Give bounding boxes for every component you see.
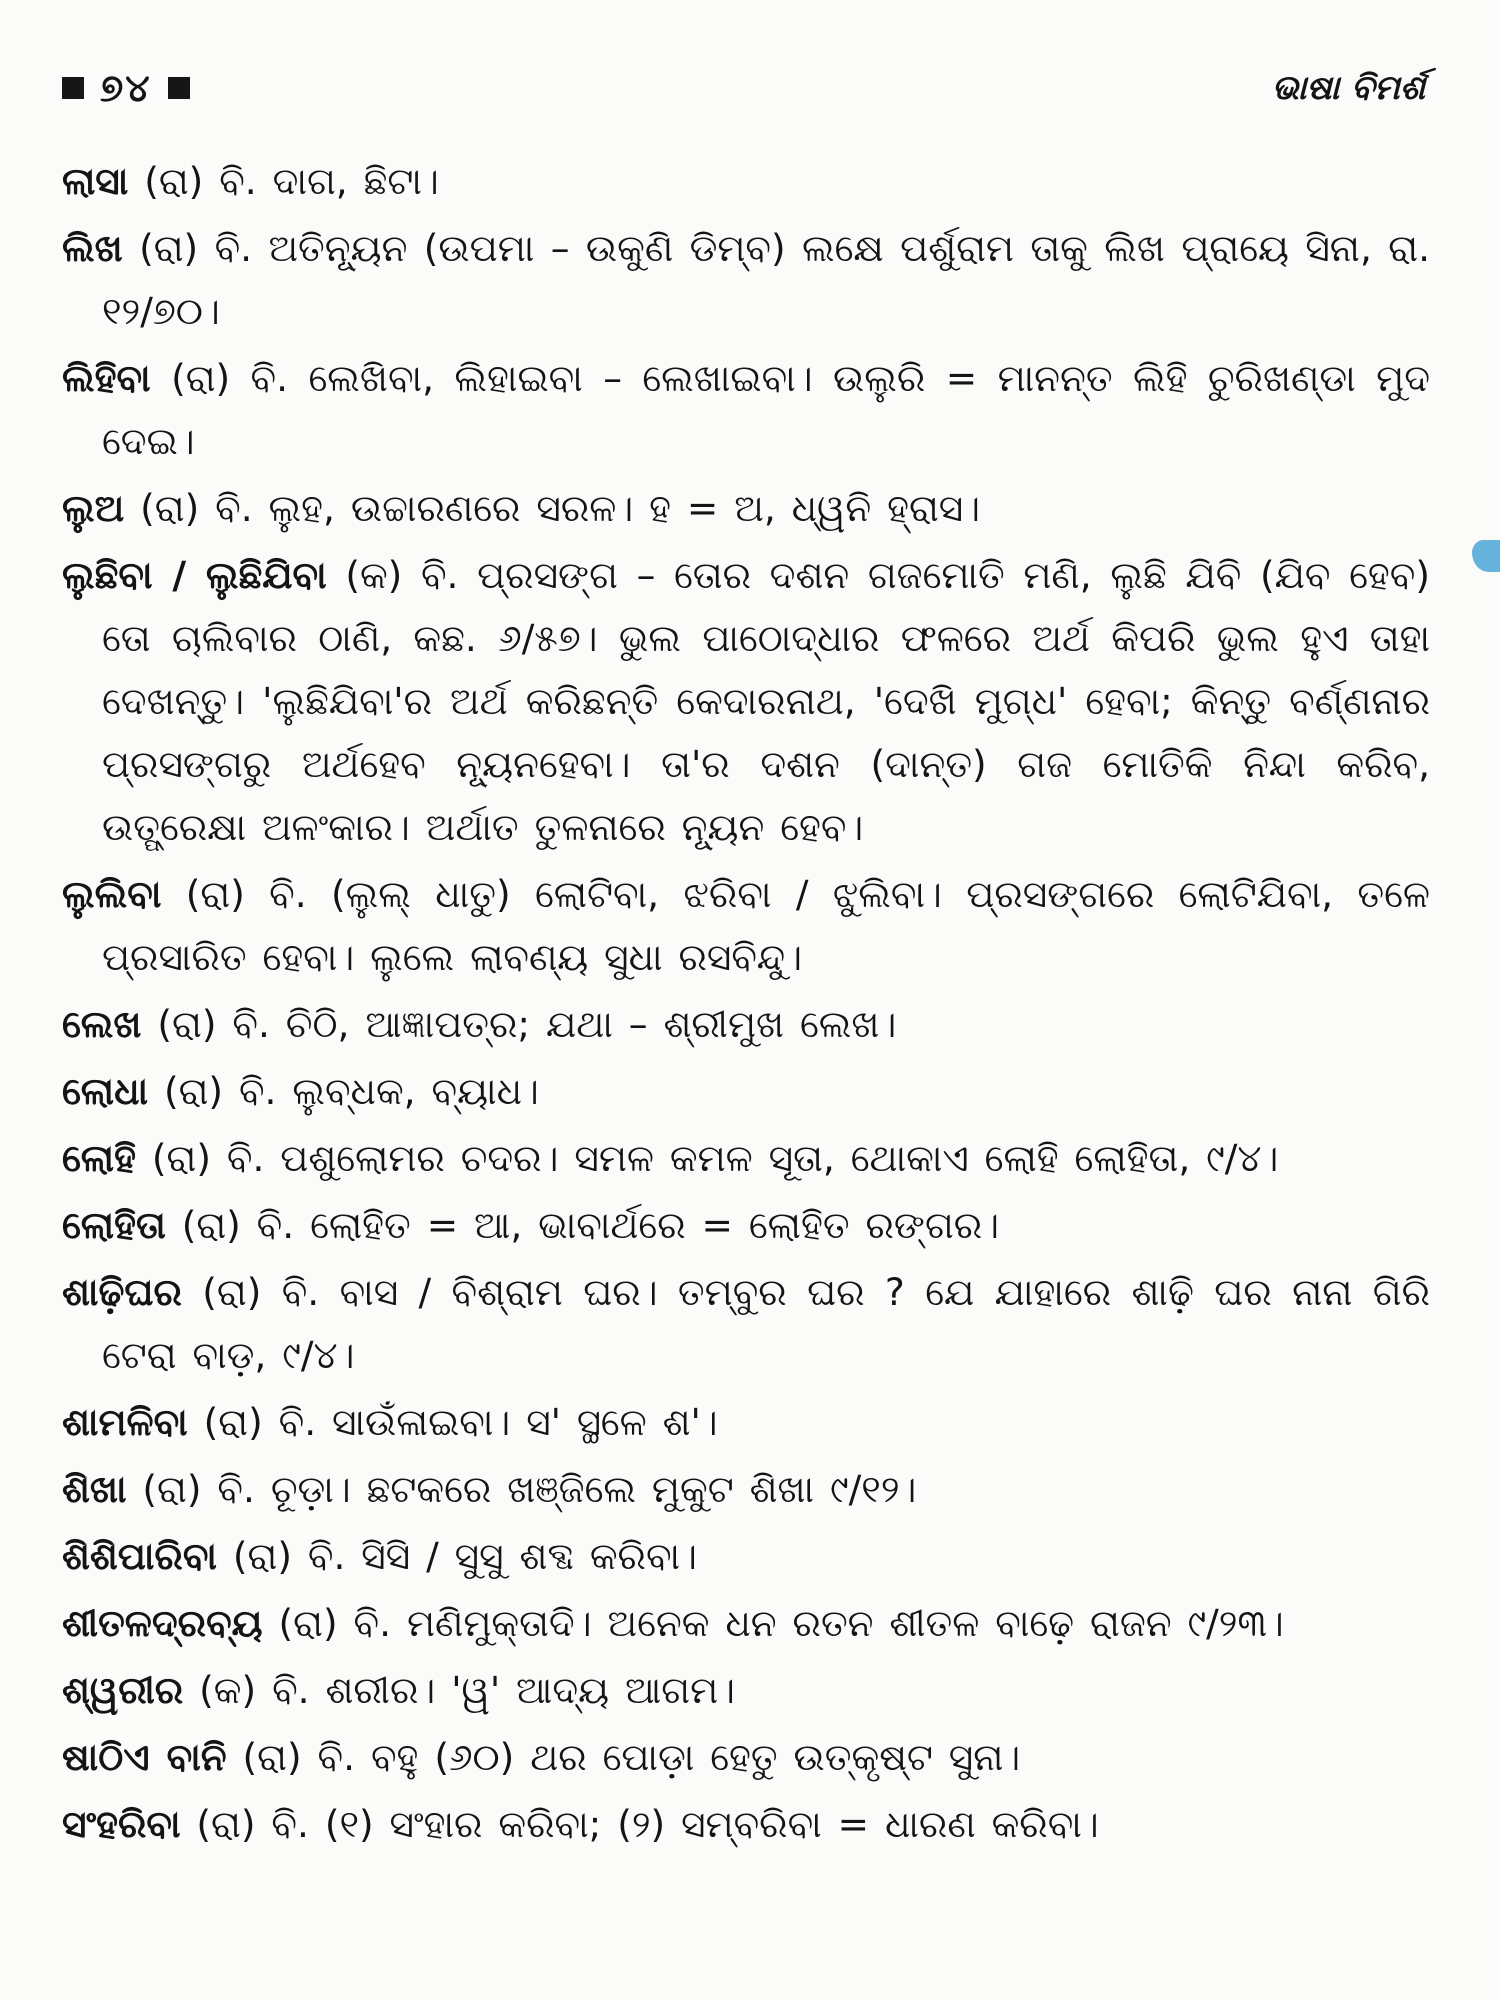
dictionary-entry — [62, 1458, 1430, 1521]
entry-headword: ଲୋଧା — [62, 1069, 149, 1113]
entry-definition: (ରା) ବି. ମଣିମୁକ୍ତାଦି। ଅନେକ ଧନ ରତନ ଶୀତଳ ବାଢ଼େ ରାଜନ ୯/୨୩। — [278, 1601, 1284, 1645]
dictionary-entries — [62, 150, 1430, 1860]
entry-definition: (ରା) ବି. ଚୂଡ଼ା। ଛଟକରେ ଖଞ୍ଜିଲେ ମୁକୁଟ ଶିଖା ୯/୧୨। — [142, 1467, 917, 1511]
square-bullet-icon — [168, 77, 190, 99]
dictionary-entry — [62, 1060, 1430, 1123]
entry-definition: (ରା) ବି. ଲୁହ, ଉଚ୍ଚାରଣରେ ସରଳ। ହ = ଅ, ଧ୍ୱନି ହ୍ରାସ। — [140, 486, 981, 530]
entry-definition: (କ) ବି. ଶରୀର। 'ୱ' ଆଦ୍ୟ ଆଗମ। — [199, 1668, 736, 1712]
dictionary-entry — [62, 1261, 1430, 1387]
entry-headword: ଲିହିବା — [62, 356, 151, 400]
entry-headword: ଲୁଲିବା — [62, 872, 162, 916]
entry-headword: ଲାସା — [62, 159, 129, 203]
dictionary-entry — [62, 1391, 1430, 1454]
entry-headword: ଶାଢ଼ିଘର — [62, 1270, 182, 1314]
entry-definition: (କ) ବି. ପ୍ରସଙ୍ଗ – ତୋର ଦଶନ ଗଜମୋତି ମଣି, ଲୁଛି ଯିବି (ଯିବ ହେବ) ତୋ ଚାଲିବାର ଠାଣି, କଛ. ୬/୫୭। ଭୁଲ ପାଠୋଦ୍ଧାର ଫଳରେ ଅର୍ଥ କିପରି ଭୁଲ ହୁଏ ତାହା ଦେଖନ୍ତୁ। 'ଲୁଛିଯିବା'ର ଅର୍ଥ କରିଛନ୍ତି କେଦାରନାଥ, 'ଦେଖି ମୁଗ୍ଧ' ହେବା; କିନ୍ତୁ ବର୍ଣ୍ଣନାର ପ୍ରସଙ୍ଗରୁ ଅର୍ଥହେବ ନ୍ୟୂନହେବା। ତା'ର ଦଶନ (ଦାନ୍ତ) ଗଜ ମୋତିକି ନିନ୍ଦା କରିବ, ଉତ୍ପ୍ରେକ୍ଷା ଅଳଂକାର। ଅର୍ଥାତ ତୁଳନାରେ ନ୍ୟୂନ ହେବ। — [102, 553, 1430, 849]
entry-definition: (ରା) ବି. (୧) ସଂହାର କରିବା; (୨) ସମ୍ବରିବା = ଧାରଣ କରିବା। — [196, 1802, 1099, 1846]
page-edge-mark — [1472, 540, 1500, 572]
page-number: ୭୪ — [100, 65, 152, 110]
entry-headword: ଲୋହି — [62, 1136, 136, 1180]
entry-definition: (ରା) ବି. ଲୋହିତ = ଆ, ଭାବାର୍ଥରେ = ଲୋହିତ ରଙ୍ଗର। — [181, 1203, 1000, 1247]
entry-headword: ଶ୍ୱରୀର — [62, 1668, 184, 1712]
entry-headword: ଶିଖା — [62, 1467, 127, 1511]
entry-headword: ଶିଶିପାରିବା — [62, 1534, 217, 1578]
entry-definition: (ରା) ବି. ଲୁବ୍ଧକ, ବ୍ୟାଧ। — [163, 1069, 539, 1113]
dictionary-entry — [62, 993, 1430, 1056]
dictionary-entry — [62, 1659, 1430, 1722]
dictionary-entry — [62, 544, 1430, 859]
entry-headword: ଲୁଅ — [62, 486, 125, 530]
square-bullet-icon — [62, 77, 84, 99]
entry-definition: (ରା) ବି. ଲେଖିବା, ଲିହାଇବା – ଲେଖାଇବା। ଉଲୁରି = ମାନନ୍ତ ଲିହି ଚୁରିଖଣ୍ଡା ମୁଦ ଦେଇ। — [102, 356, 1431, 463]
entry-headword: ଷାଠିଏ ବାନି — [62, 1735, 227, 1779]
dictionary-entry — [62, 1194, 1430, 1257]
dictionary-entry — [62, 1592, 1430, 1655]
entry-headword: ଲୋହିତା — [62, 1203, 166, 1247]
dictionary-entry — [62, 150, 1430, 213]
entry-headword: ଲେଖ — [62, 1002, 142, 1046]
entry-definition: (ରା) ବି. (ଲୁଲ୍ ଧାତୁ) ଲୋଟିବା, ଝରିବା / ଝୁଲିବା। ପ୍ରସଙ୍ଗରେ ଲୋଟିଯିବା, ତଳେ ପ୍ରସାରିତ ହେବା। ଲୁଲେ ଲାବଣ୍ୟ ସୁଧା ରସବିନ୍ଦୁ। — [102, 872, 1430, 979]
entry-definition: (ରା) ବି. ଦାଗ, ଛିଟା। — [144, 159, 439, 203]
entry-definition: (ରା) ବି. ସାଉଁଳାଇବା। ସ' ସ୍ଥଳେ ଶ'। — [203, 1400, 718, 1444]
entry-definition: (ରା) ବି. ଚିଠି, ଆଜ୍ଞାପତ୍ର; ଯଥା – ଶ୍ରୀମୁଖ ଲେଖ। — [157, 1002, 897, 1046]
dictionary-entry — [62, 1525, 1430, 1588]
dictionary-entry — [62, 863, 1430, 989]
entry-headword: ଲିଖ — [62, 226, 123, 270]
entry-headword: ଶୀତଳଦ୍ରବ୍ୟ — [62, 1601, 263, 1645]
entry-definition: (ରା) ବି. ବାସ / ବିଶ୍ରାମ ଘର। ତମ୍ବୁର ଘର ? ଯେ ଯାହାରେ ଶାଢ଼ି ଘର ନାନା ଗିରି ଟେରା ବାଡ଼, ୯/୪। — [102, 1270, 1431, 1377]
page-header — [62, 58, 1425, 118]
page-number-group — [62, 66, 190, 111]
entry-headword: ଶାମଳିବା — [62, 1400, 188, 1444]
dictionary-entry — [62, 347, 1430, 473]
dictionary-entry — [62, 1127, 1430, 1190]
entry-definition: (ରା) ବି. ବହୁ (୬୦) ଥର ପୋଡ଼ା ହେତୁ ଉତ୍କୃଷ୍ଟ ସୁନା। — [242, 1735, 1021, 1779]
entry-definition: (ରା) ବି. ପଶୁଲୋମର ଚଦର। ସମଳ କମଳ ସୂତା, ଥୋକାଏ ଲୋହି ଲୋହିତା, ୯/୪। — [151, 1136, 1279, 1180]
dictionary-entry — [62, 477, 1430, 540]
entry-definition: (ରା) ବି. ସିସି / ସୁସୁ ଶବ୍ଦ କରିବା। — [232, 1534, 697, 1578]
dictionary-entry — [62, 1793, 1430, 1856]
dictionary-entry — [62, 217, 1430, 343]
entry-definition: (ରା) ବି. ଅତିନ୍ୟୂନ (ଉପମା – ଉକୁଣି ଡିମ୍ବ) ଲକ୍ଷେ ପର୍ଶୁରାମ ତାକୁ ଲିଖ ପ୍ରାୟେ ସିନା, ରା. ୧୨/୭୦। — [102, 226, 1431, 333]
book-title: ଭାଷା ବିମର୍ଶ — [1271, 68, 1425, 108]
dictionary-entry — [62, 1726, 1430, 1789]
entry-headword: ସଂହରିବା — [62, 1802, 181, 1846]
entry-headword: ଲୁଛିବା / ଲୁଛିଯିବା — [62, 553, 327, 597]
